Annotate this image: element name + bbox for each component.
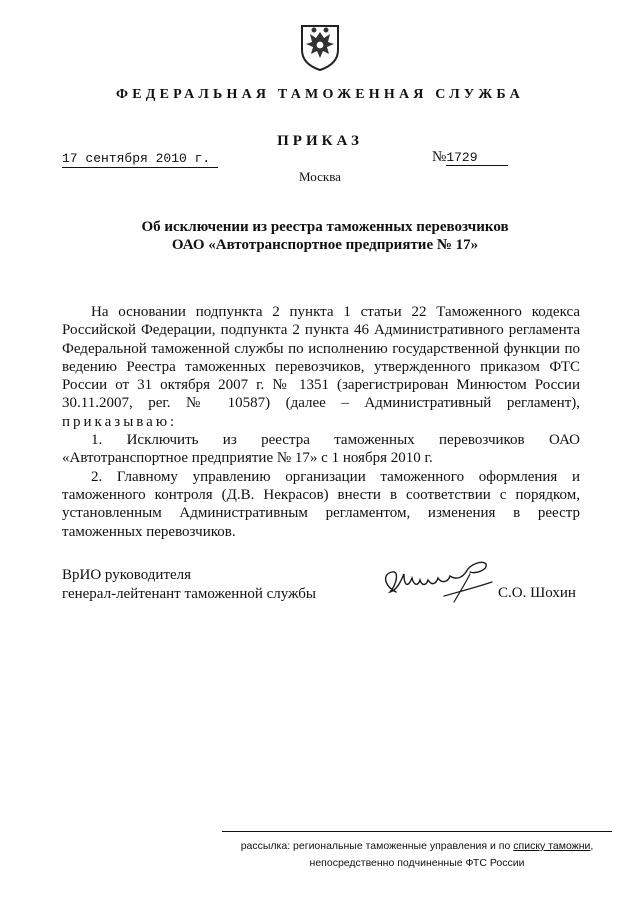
item-1: 1. Исключить из реестра таможенных перевозчиков ОАО «Автотранспортное предприятие № 17» с 1 ноября 2010 г. — [62, 432, 580, 467]
signer-name: С.О. Шохин — [498, 585, 576, 601]
customs-list-link: списку таможни — [513, 840, 591, 852]
subject-line-2: ОАО «Автотранспортное предприятие № 17» — [171, 237, 479, 253]
item-2: 2. Главному управлению организации таможенного оформления и таможенного контроля (Д.В. Некрасов) внести в соответствии с порядком, установленным Административным регламентом, изменения в реестр таможенных перевозчиков. — [62, 468, 580, 540]
subject-line-1: Об исключении из реестра таможенных перевозчиков — [141, 219, 509, 235]
document-type: ПРИКАЗ — [277, 133, 363, 149]
distribution-prefix: рассылка: региональные таможенные управления и по — [240, 840, 514, 852]
distribution-line-2: непосредственно подчиненные ФТС России — [309, 857, 525, 869]
distribution-suffix: , — [590, 840, 594, 852]
order-number-block — [432, 148, 508, 167]
signer-position-line-1: ВрИО руководителя — [62, 567, 192, 583]
intro-paragraph — [62, 303, 580, 431]
agency-name: ФЕДЕРАЛЬНАЯ ТАМОЖЕННАЯ СЛУЖБА — [116, 87, 524, 102]
signer-position-line-2: генерал-лейтенант таможенной службы — [62, 586, 316, 602]
footer-divider — [222, 831, 612, 832]
distribution-note — [222, 838, 612, 872]
intro-text: На основании подпункта 2 пункта 1 статьи 22 Таможенного кодекса Российской Федерации, подпункта 2 пункта 46 Административного регламента Федеральной таможенной службы по исполнению государственной функции по ведению Реестра таможенных перевозчиков, утвержденного приказом ФТС России от 31 октября 2007 г. № 1351 (зарегистрирован Минюстом России 30.11.2007, рег. № 10587) (далее – Административный регламент), — [62, 304, 580, 412]
signer-position — [62, 566, 316, 604]
number-prefix: № — [432, 149, 447, 165]
order-number: 1729 — [446, 150, 507, 166]
city: Москва — [299, 169, 341, 184]
order-subject — [90, 218, 560, 254]
handwritten-signature — [374, 552, 500, 612]
order-body — [62, 303, 580, 541]
coat-of-arms-icon — [296, 20, 344, 72]
order-date: 17 сентября 2010 г. — [62, 151, 218, 168]
order-word: приказываю: — [62, 413, 178, 430]
distribution-line-1 — [222, 838, 612, 855]
